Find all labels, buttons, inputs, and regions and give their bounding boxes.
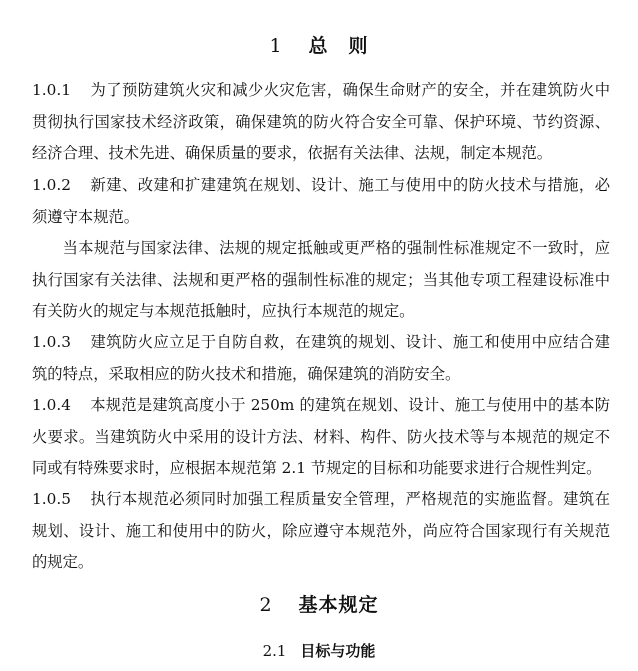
clause-text: 新建、改建和扩建建筑在规划、设计、施工与使用中的防火技术与措施，必须遵守本规范。	[32, 176, 610, 226]
clause-1-0-4	[32, 390, 610, 485]
clause-number: 1.0.2	[32, 176, 71, 194]
chapter-1-title: 总 则	[308, 35, 369, 57]
clause-text: 建筑防火应立足于自防自救，在建筑的规划、设计、施工和使用中应结合建筑的特点，采取相应的防火技术和措施，确保建筑的消防安全。	[32, 333, 610, 383]
clause-text: 本规范是建筑高度小于 250m 的建筑在规划、设计、施工与使用中的基本防火要求。当建筑防火中采用的设计方法、材料、构件、防火技术等与本规范的规定不同或有特殊要求时，应根据本规范第 2.1 节规定的目标和功能要求进行合规性判定。	[32, 396, 610, 477]
clause-number: 1.0.1	[32, 81, 71, 99]
chapter-1-number: 1	[269, 35, 283, 57]
clause-1-0-2	[32, 170, 610, 233]
chapter-2-heading	[0, 590, 638, 617]
clause-1-0-2-continuation	[32, 233, 610, 328]
clause-number: 1.0.5	[32, 490, 71, 508]
chapter-1-heading	[0, 31, 638, 58]
chapter-2-number: 2	[259, 594, 273, 616]
clause-text: 执行本规范必须同时加强工程质量安全管理，严格规范的实施监督。建筑在规划、设计、施工和使用中的防火，除应遵守本规范外，尚应符合国家现行有关规范的规定。	[32, 490, 610, 571]
clause-1-0-5	[32, 484, 610, 579]
section-2-1-heading	[0, 640, 638, 661]
section-2-1-title: 目标与功能	[300, 642, 376, 660]
section-2-1-number: 2.1	[262, 642, 287, 660]
clause-1-0-1	[32, 75, 610, 170]
clause-1-0-3	[32, 327, 610, 390]
clause-number: 1.0.4	[32, 396, 71, 414]
clause-text: 为了预防建筑火灾和减少火灾危害，确保生命财产的安全，并在建筑防火中贯彻执行国家技术经济政策，确保建筑的防火符合安全可靠、保护环境、节约资源、经济合理、技术先进、确保质量的要求，依据有关法律、法规，制定本规范。	[32, 81, 610, 162]
clause-continuation-text: 当本规范与国家法律、法规的规定抵触或更严格的强制性标准规定不一致时，应执行国家有关法律、法规和更严格的强制性标准的规定；当其他专项工程建设标准中有关防火的规定与本规范抵触时，应执行本规范的规定。	[32, 239, 610, 320]
chapter-2-title: 基本规定	[298, 594, 379, 616]
clause-number: 1.0.3	[32, 333, 71, 351]
